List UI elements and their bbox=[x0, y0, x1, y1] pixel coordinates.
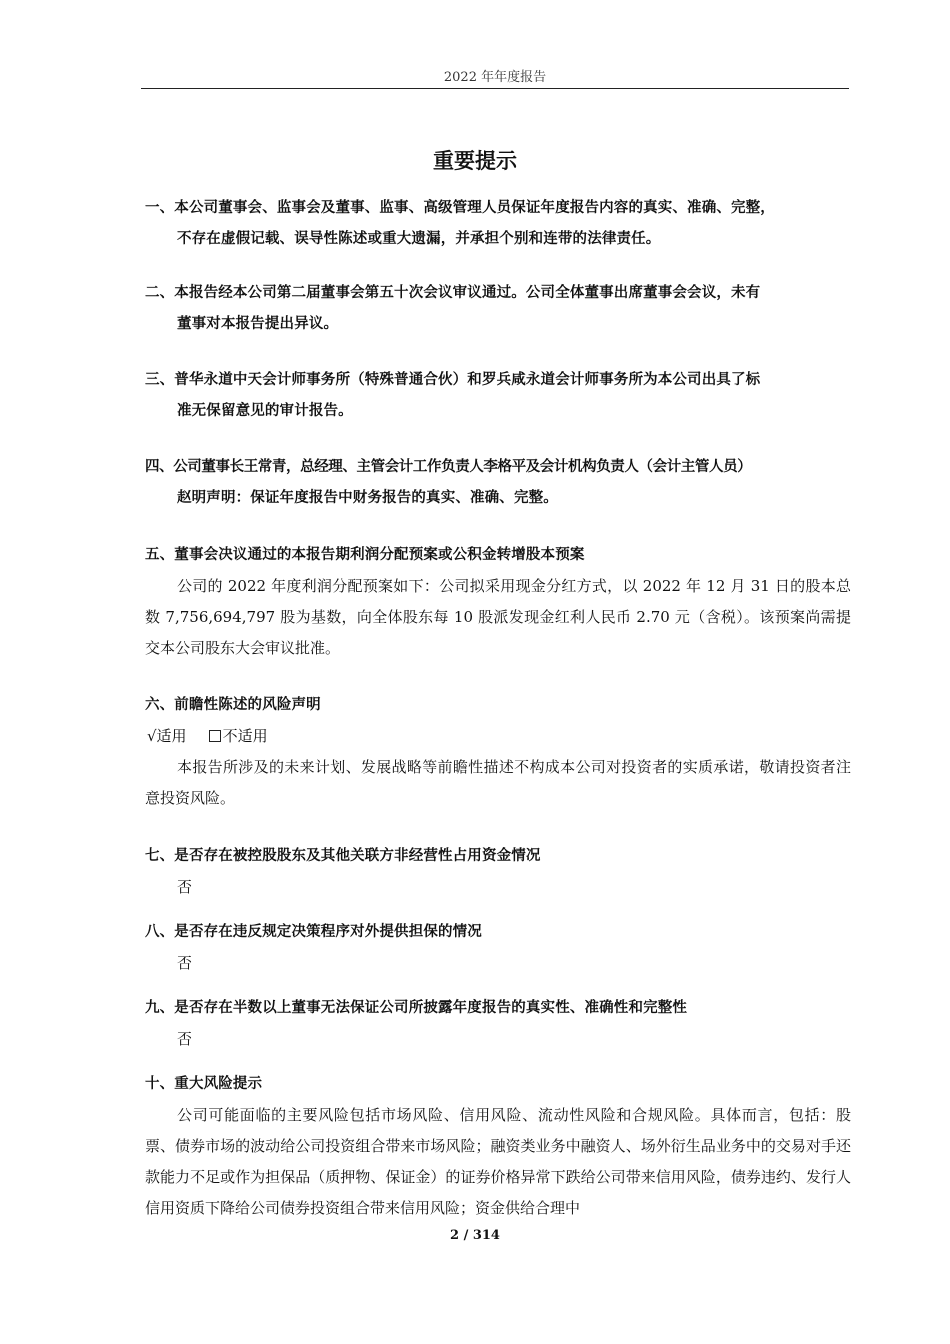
running-header: 2022 年年度报告 bbox=[443, 70, 547, 85]
item-4-line-1: 四、公司董事长王常青，总经理、主管会计工作负责人李格平及会计机构负责人（会计主管人员） bbox=[145, 459, 752, 475]
not-applicable-option: 不适用 bbox=[222, 727, 268, 745]
item-1-line-1: 一、本公司董事会、监事会及董事、监事、高级管理人员保证年度报告内容的真实、准确、完整， bbox=[145, 200, 775, 216]
checkbox-icon bbox=[209, 730, 221, 742]
item-9-answer: 否 bbox=[177, 1030, 193, 1048]
item-3 bbox=[145, 365, 851, 427]
item-3-line-2: 准无保留意见的审计报告。 bbox=[177, 403, 353, 419]
item-5-body: 公司的 2022 年度利润分配预案如下：公司拟采用现金分红方式，以 2022 年 12 月 31 日的股本总数 7,756,694,797 股为基数，向全体股东每 10 股派发现金红利人民币 2.70 元（含税）。该预案尚需提交本公司股东大会审议批准。 bbox=[145, 577, 851, 657]
page-number: 2 / 314 bbox=[450, 1228, 500, 1243]
item-10 bbox=[145, 1069, 851, 1224]
item-7 bbox=[145, 841, 851, 903]
page-title: 重要提示 bbox=[433, 149, 517, 173]
item-2 bbox=[145, 278, 851, 340]
item-4-line-2: 赵明声明：保证年度报告中财务报告的真实、准确、完整。 bbox=[177, 490, 558, 506]
item-6-body: 本报告所涉及的未来计划、发展战略等前瞻性描述不构成本公司对投资者的实质承诺，敬请投资者注意投资风险。 bbox=[145, 758, 851, 807]
item-9-heading: 九、是否存在半数以上董事无法保证公司所披露年度报告的真实性、准确性和完整性 bbox=[145, 1000, 688, 1016]
item-10-body: 公司可能面临的主要风险包括市场风险、信用风险、流动性风险和合规风险。具体而言，包括：股票、债券市场的波动给公司投资组合带来市场风险；融资类业务中融资人、场外衍生品业务中的交易对手还款能力不足或作为担保品（质押物、保证金）的证券价格异常下跌给公司带来信用风险，债券违约、发行人信用资质下降给公司债券投资组合带来信用风险；资金供给合理中 bbox=[145, 1106, 851, 1217]
applicability-row bbox=[145, 721, 851, 752]
item-2-line-2: 董事对本报告提出异议。 bbox=[177, 316, 339, 332]
item-1 bbox=[145, 193, 851, 255]
applicable-option: √适用 bbox=[147, 727, 187, 745]
item-8-answer: 否 bbox=[177, 954, 193, 972]
item-7-answer: 否 bbox=[177, 878, 193, 896]
item-6 bbox=[145, 690, 851, 814]
item-5-heading: 五、董事会决议通过的本报告期利润分配预案或公积金转增股本预案 bbox=[145, 547, 585, 563]
item-2-line-1: 二、本报告经本公司第二届董事会第五十次会议审议通过。公司全体董事出席董事会会议，未有 bbox=[145, 285, 761, 301]
item-7-heading: 七、是否存在被控股股东及其他关联方非经营性占用资金情况 bbox=[145, 848, 541, 864]
item-3-line-1: 三、普华永道中天会计师事务所（特殊普通合伙）和罗兵咸永道会计师事务所为本公司出具了标 bbox=[145, 372, 761, 388]
item-1-line-2: 不存在虚假记载、误导性陈述或重大遗漏，并承担个别和连带的法律责任。 bbox=[177, 231, 661, 247]
item-10-heading: 十、重大风险提示 bbox=[145, 1076, 263, 1092]
item-6-heading: 六、前瞻性陈述的风险声明 bbox=[145, 697, 321, 713]
item-4 bbox=[145, 452, 851, 514]
item-8-heading: 八、是否存在违反规定决策程序对外提供担保的情况 bbox=[145, 924, 482, 940]
item-9 bbox=[145, 993, 851, 1055]
header-rule bbox=[141, 88, 849, 89]
item-5 bbox=[145, 540, 851, 664]
item-8 bbox=[145, 917, 851, 979]
